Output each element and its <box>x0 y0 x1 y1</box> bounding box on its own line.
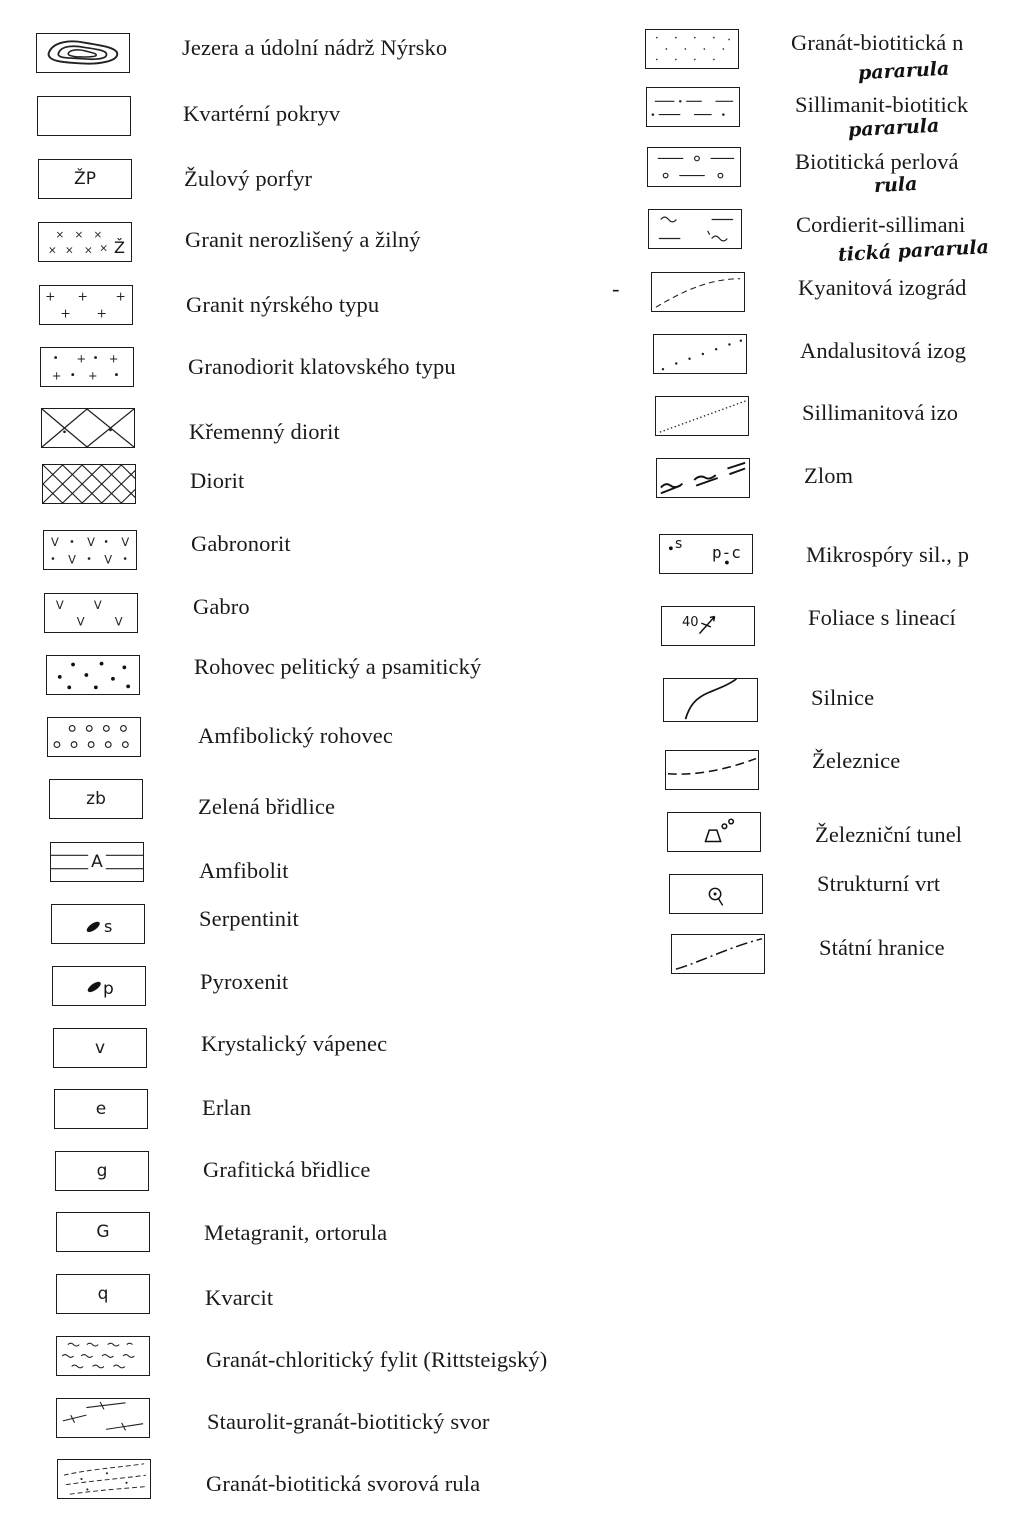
handwritten-note: pararula <box>847 114 940 142</box>
legend-label: Diorit <box>190 468 245 493</box>
svg-text:+: + <box>87 368 98 383</box>
legend-label: Erlan <box>202 1095 252 1120</box>
legend-label: Rohovec pelitický a psamitický <box>194 654 482 679</box>
legend-label: Cordierit-sillimani <box>796 212 966 237</box>
dash-circle-pattern <box>647 147 741 187</box>
legend-label: Kvarcit <box>205 1285 274 1310</box>
tick-line-pattern <box>56 1398 150 1438</box>
legend-label: Křemenný diorit <box>189 419 340 444</box>
legend-label: Metagranit, ortorula <box>204 1220 388 1245</box>
svg-text:+: + <box>45 289 56 304</box>
wavy-dash-pattern <box>56 1336 150 1376</box>
code-box: zb <box>49 779 143 819</box>
legend-label: Mikrospóry sil., p <box>806 542 970 567</box>
legend-label: Sillimanit-biotitick <box>795 92 969 117</box>
code-box: q <box>56 1274 150 1314</box>
svg-text:V: V <box>68 552 76 567</box>
legend-label: Silnice <box>811 685 875 710</box>
svg-text:×: × <box>65 244 74 257</box>
legend-label: Zelená břidlice <box>198 794 336 819</box>
large-dot-pattern <box>46 655 140 695</box>
legend-label: Biotitická perlová <box>795 149 959 174</box>
legend-label: Amfibolický rohovec <box>198 723 393 748</box>
legend-label: Žulový porfyr <box>184 166 313 191</box>
code-box: v <box>53 1028 147 1068</box>
small-circle-pattern <box>47 717 141 757</box>
svg-text:V: V <box>87 535 95 550</box>
legend-label: Granit nýrského typu <box>186 292 380 317</box>
x-crosses-pattern: × × × × × × × Ž <box>38 222 132 262</box>
svg-text:+: + <box>108 351 119 366</box>
legend-label: Sillimanitová izo <box>802 400 959 425</box>
legend-label: Serpentinit <box>199 906 299 931</box>
fine-dot-pattern <box>645 29 739 69</box>
railway-dashed-line <box>665 750 759 790</box>
svg-text:×: × <box>93 229 103 242</box>
handwritten-note: tická pararula <box>837 236 990 266</box>
svg-text:+: + <box>96 306 107 321</box>
tilde-dash-pattern <box>648 209 742 249</box>
fault-line <box>656 458 750 498</box>
plus-dot-pattern <box>40 347 134 387</box>
legend-label: Státní hranice <box>819 935 945 960</box>
code-box: e <box>54 1089 148 1129</box>
legend-label: Kyanitová izográd <box>798 275 967 300</box>
dash-dot-lines-pattern <box>646 87 740 127</box>
legend-label: Granát-biotitická n <box>791 30 964 55</box>
svg-text:V: V <box>104 552 113 567</box>
tunnel-icon <box>667 812 761 852</box>
legend-label: Staurolit-granát-biotitický svor <box>207 1409 490 1434</box>
handwritten-note: pararula <box>857 57 950 85</box>
legend-label: Andalusitová izog <box>800 338 967 363</box>
borehole-icon <box>669 874 763 914</box>
dashed-dot-pattern <box>57 1459 151 1499</box>
code-box: g <box>55 1151 149 1191</box>
legend-label: Železniční tunel <box>815 822 963 847</box>
legend-label: Granodiorit klatovského typu <box>188 354 456 379</box>
legend-label: Grafitická břidlice <box>203 1157 371 1182</box>
crosshatch-pattern <box>42 464 136 504</box>
legend-label: Kvartérní pokryv <box>183 101 341 126</box>
svg-text:V: V <box>55 598 64 613</box>
svg-text:×: × <box>74 229 84 242</box>
svg-text:+: + <box>51 368 62 383</box>
svg-text:×: × <box>84 244 93 257</box>
legend-label: Granit nerozlišený a žilný <box>185 227 421 252</box>
code-box: G <box>56 1212 150 1252</box>
code-box: ŽP <box>38 159 132 199</box>
code-box: s p-c <box>659 534 753 574</box>
code-box: s <box>51 904 145 944</box>
legend-label: Jezera a údolní nádrž Nýrsko <box>182 35 448 60</box>
plus-pattern <box>39 285 133 325</box>
svg-text:V: V <box>114 614 123 629</box>
svg-text:+: + <box>115 289 126 304</box>
code-box: 40 <box>661 606 755 646</box>
legend-label: Pyroxenit <box>200 969 289 994</box>
legend-label: Amfibolit <box>199 858 289 883</box>
svg-text:V: V <box>76 614 85 629</box>
svg-text:V: V <box>93 598 102 613</box>
lake-contours-icon <box>36 33 130 73</box>
dotted-diagonal-line <box>653 334 747 374</box>
legend-label: Zlom <box>804 463 854 488</box>
fine-dotted-diagonal-line <box>655 396 749 436</box>
border-dash-dot-line <box>671 934 765 974</box>
dashed-arc-line <box>651 272 745 312</box>
handwritten-note: rula <box>873 172 918 198</box>
diagonal-cross-dot-pattern <box>41 408 135 448</box>
road-curve-line <box>663 678 758 722</box>
code-box-lined: A <box>50 842 144 882</box>
legend-label: Gabro <box>193 594 250 619</box>
stray-mark: - <box>612 276 620 301</box>
legend-label: Krystalický vápenec <box>201 1031 388 1056</box>
v-dot-pattern <box>43 530 137 570</box>
legend-label: Železnice <box>812 748 901 773</box>
svg-text:×: × <box>99 242 108 255</box>
svg-text:×: × <box>47 244 57 257</box>
svg-text:V: V <box>51 535 59 550</box>
legend-label: Gabronorit <box>191 531 291 556</box>
blank-box <box>37 96 131 136</box>
svg-text:+: + <box>77 289 88 304</box>
code-box: p <box>52 966 146 1006</box>
legend-label: Strukturní vrt <box>817 871 941 896</box>
legend-label: Foliace s lineací <box>808 605 956 630</box>
legend-label: Granát-chloritický fylit (Rittsteigský) <box>206 1347 548 1372</box>
svg-text:V: V <box>121 535 130 550</box>
svg-text:+: + <box>60 306 71 321</box>
legend-label: Granát-biotitická svorová rula <box>206 1471 481 1496</box>
svg-text:×: × <box>55 229 65 242</box>
v-pattern <box>44 593 138 633</box>
svg-text:+: + <box>76 351 87 366</box>
